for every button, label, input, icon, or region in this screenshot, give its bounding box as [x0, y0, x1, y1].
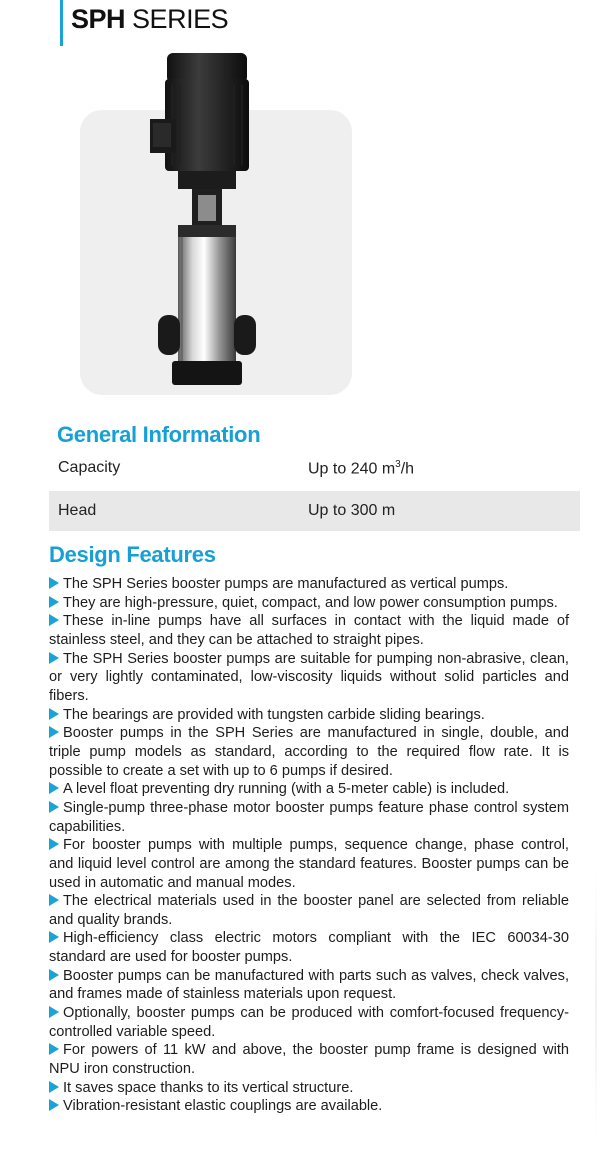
design-features-heading: Design Features	[49, 542, 216, 567]
feature-item	[49, 706, 569, 725]
feature-text: The SPH Series booster pumps are suitable for pumping non-abrasive, clean, or very lightly contaminated, low-viscosity liquids without solid particles and fibers.	[49, 650, 569, 704]
triangle-right-icon	[49, 1006, 59, 1018]
triangle-right-icon	[49, 726, 59, 738]
feature-text: They are high-pressure, quiet, compact, and low power consumption pumps.	[63, 594, 558, 611]
page-title	[71, 4, 228, 35]
head-label: Head	[58, 502, 97, 519]
triangle-right-icon	[49, 614, 59, 626]
capacity-value-suffix: /h	[400, 460, 415, 478]
triangle-right-icon	[49, 577, 59, 589]
feature-text: Booster pumps can be manufactured with parts such as valves, check valves, and frames made of stainless materials upon request.	[49, 967, 569, 1003]
feature-item	[49, 1097, 569, 1116]
capacity-value-prefix: Up to 240 m	[308, 460, 396, 478]
feature-text: The electrical materials used in the booster panel are selected from reliable and quality brands.	[49, 893, 569, 928]
triangle-right-icon	[49, 652, 59, 664]
feature-item	[49, 594, 569, 613]
triangle-right-icon	[49, 894, 59, 906]
table-row-capacity	[49, 448, 580, 488]
triangle-right-icon	[49, 596, 59, 608]
feature-item	[49, 1079, 569, 1098]
feature-text: For booster pumps with multiple pumps, sequence change, phase control, and liquid level control are among the standard features. Booster pumps can be used in automatic and manual modes.	[49, 837, 569, 891]
triangle-right-icon	[49, 838, 59, 850]
design-features-list	[49, 575, 569, 1116]
feature-text: The bearings are provided with tungsten carbide sliding bearings.	[63, 706, 485, 723]
capacity-value	[308, 459, 414, 478]
feature-text: Vibration-resistant elastic couplings are available.	[63, 1098, 383, 1115]
feature-item	[49, 724, 569, 780]
feature-text: A level float preventing dry running (with a 5-meter cable) is included.	[63, 781, 510, 798]
vertical-pump-image	[120, 45, 270, 390]
title-accent-bar	[60, 0, 63, 46]
feature-item	[49, 1041, 569, 1078]
general-information-heading: General Information	[57, 422, 261, 447]
feature-item	[49, 650, 569, 706]
feature-text: Optionally, booster pumps can be produced with comfort-focused frequency-controlled variable speed.	[49, 1005, 569, 1040]
decorative-line	[595, 870, 597, 1140]
capacity-label: Capacity	[58, 459, 121, 476]
head-value: Up to 300 m	[308, 502, 396, 519]
triangle-right-icon	[49, 931, 59, 943]
feature-item	[49, 1004, 569, 1041]
feature-text: Single-pump three-phase motor booster pumps feature phase control system capabilities.	[49, 799, 569, 835]
capacity-value-sup: 3	[395, 459, 401, 470]
feature-item	[49, 929, 569, 966]
table-row-head	[49, 491, 580, 531]
feature-item	[49, 967, 569, 1004]
triangle-right-icon	[49, 1043, 59, 1055]
feature-text: It saves space thanks to its vertical structure.	[63, 1079, 354, 1096]
feature-text: The SPH Series booster pumps are manufactured as vertical pumps.	[63, 576, 509, 592]
triangle-right-icon	[49, 801, 59, 813]
feature-item	[49, 612, 569, 649]
feature-item	[49, 799, 569, 836]
triangle-right-icon	[49, 969, 59, 981]
feature-text: These in-line pumps have all surfaces in contact with the liquid made of stainless steel, and they can be attached to straight pipes.	[49, 613, 569, 648]
triangle-right-icon	[49, 708, 59, 720]
triangle-right-icon	[49, 1081, 59, 1093]
feature-item	[49, 780, 569, 799]
triangle-right-icon	[49, 1099, 59, 1111]
title-bold: SPH	[71, 4, 126, 34]
general-information-table	[49, 448, 580, 531]
feature-text: For powers of 11 kW and above, the booster pump frame is designed with NPU iron construction.	[49, 1042, 569, 1078]
feature-text: Booster pumps in the SPH Series are manufactured in single, double, and triple pump models as standard, according to the required flow rate. It is possible to create a set with up to 6 pumps if desired.	[49, 725, 569, 779]
triangle-right-icon	[49, 782, 59, 794]
feature-item	[49, 836, 569, 892]
feature-item	[49, 892, 569, 929]
title-light: SERIES	[132, 4, 229, 34]
feature-text: High-efficiency class electric motors compliant with the IEC 60034-30 standard are used for booster pumps.	[49, 930, 569, 966]
feature-item	[49, 575, 569, 594]
